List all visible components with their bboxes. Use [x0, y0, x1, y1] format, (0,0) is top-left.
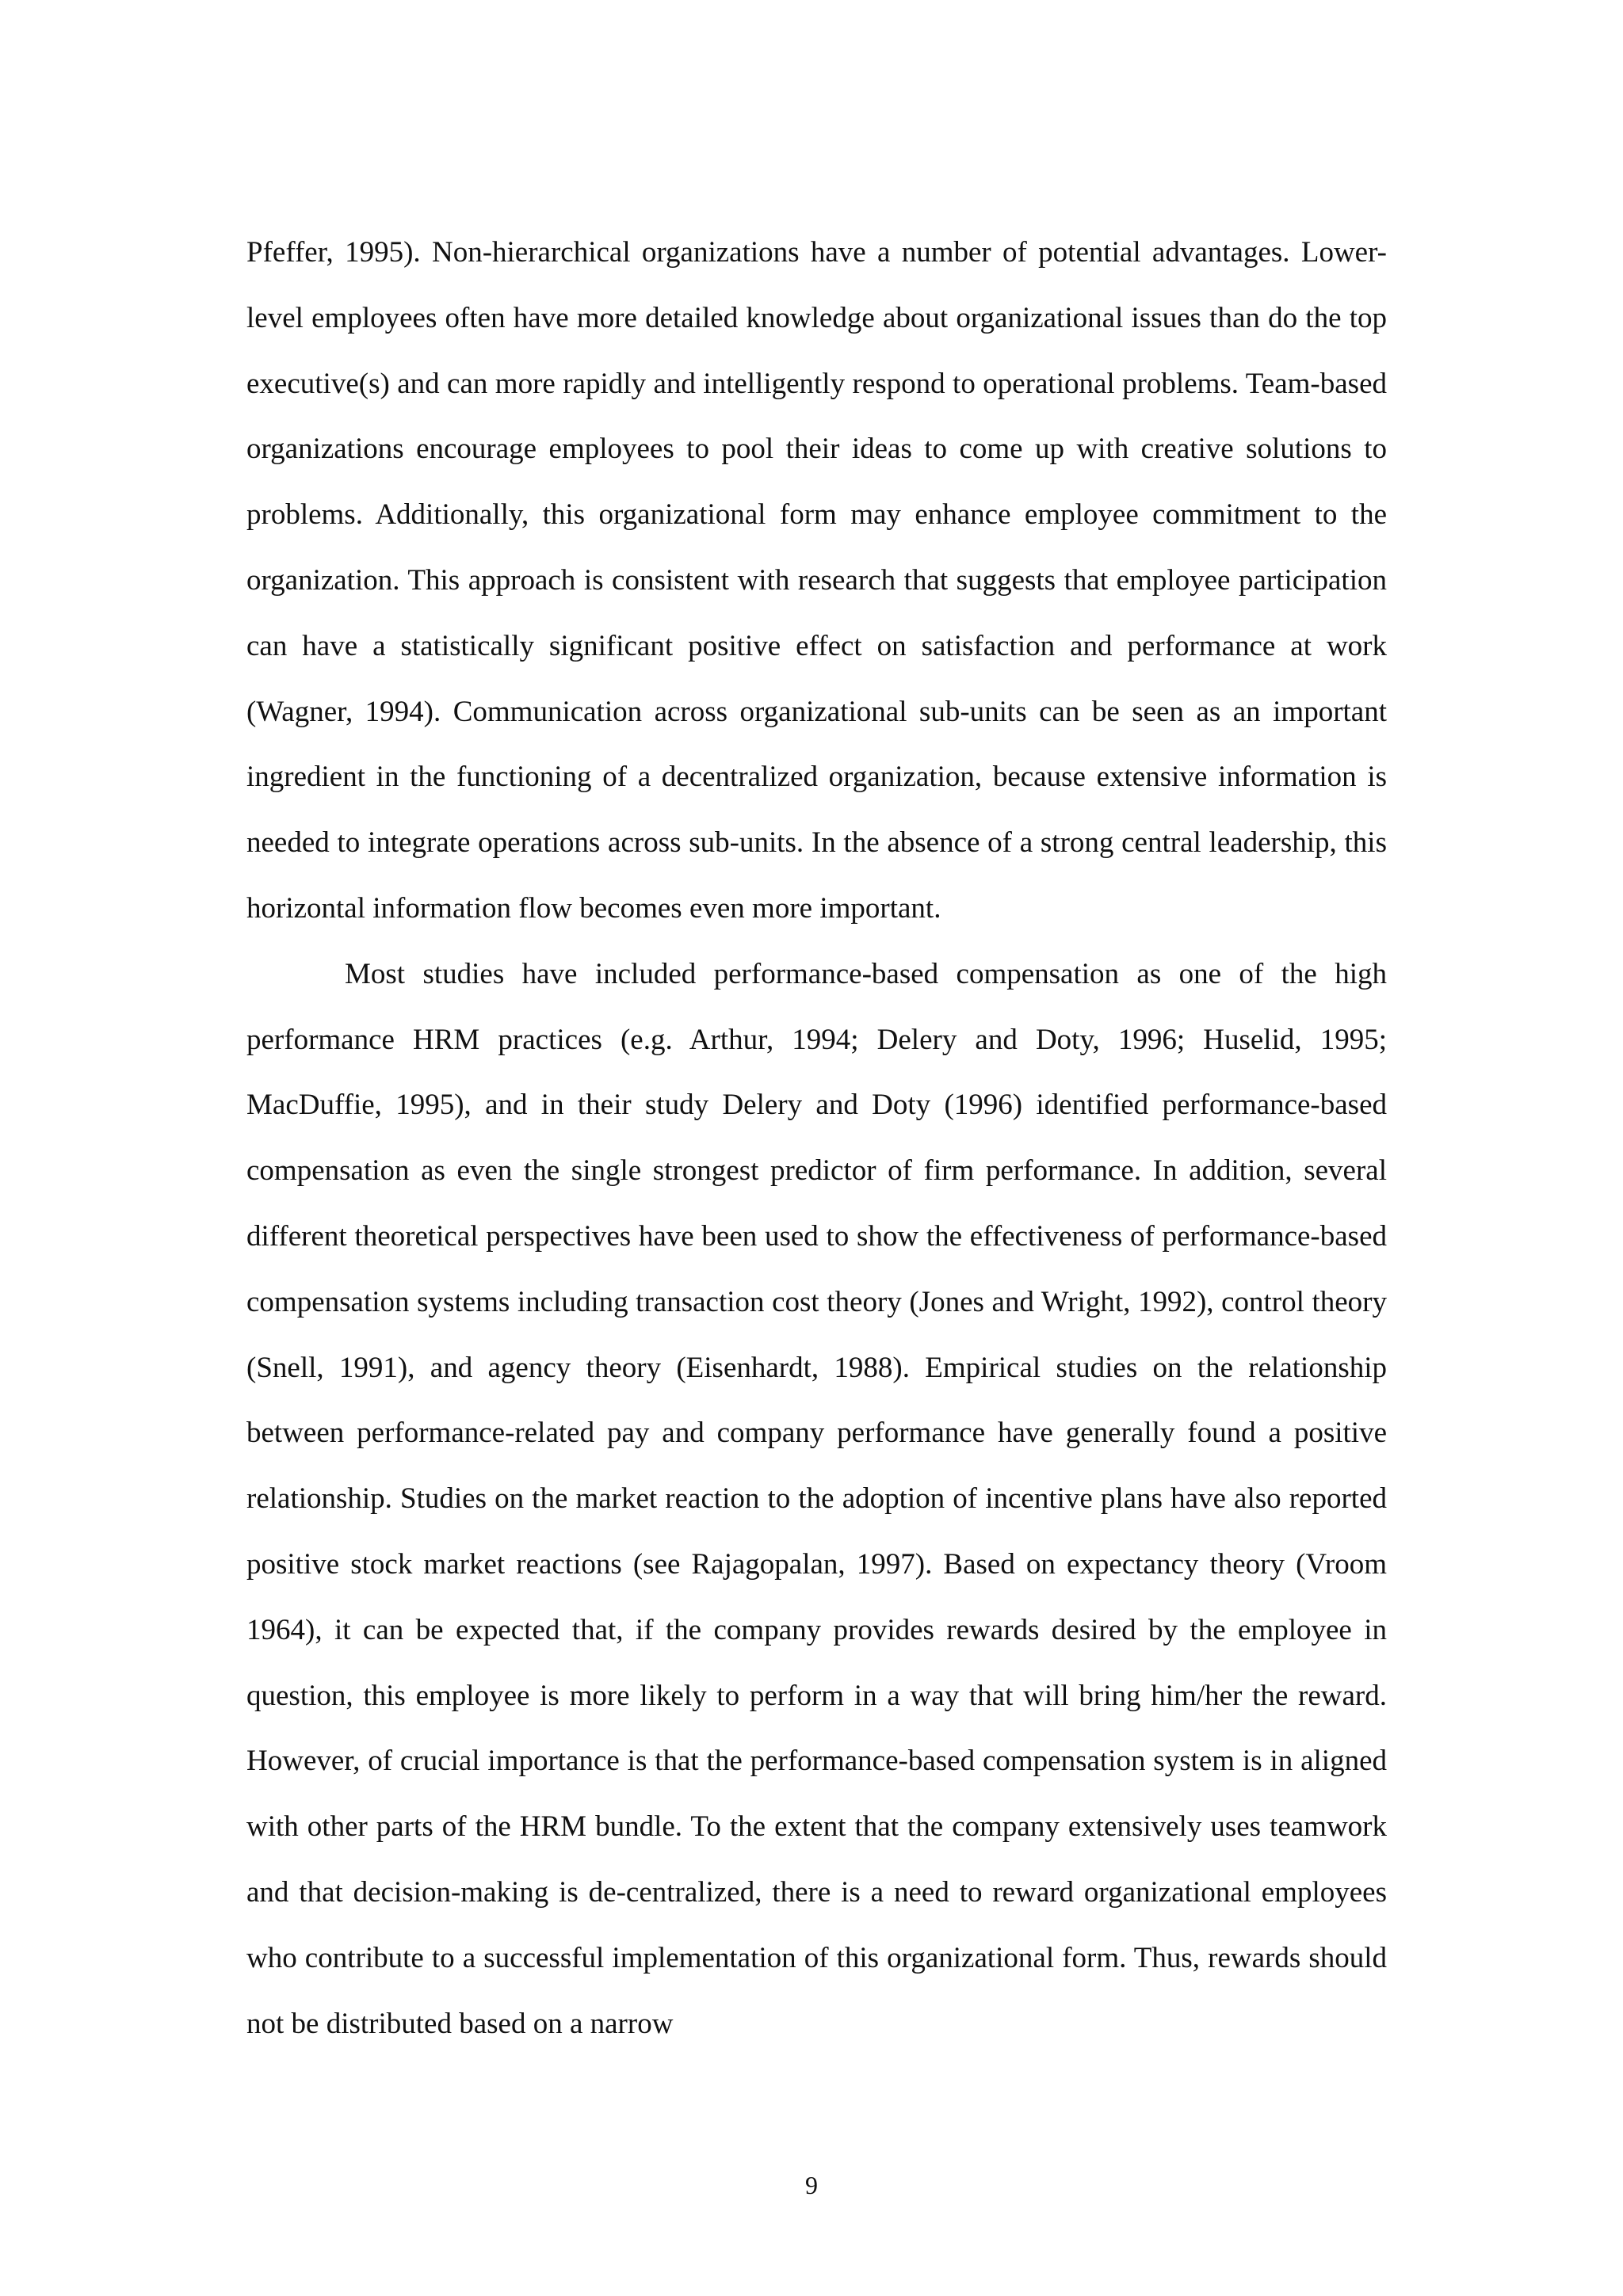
paragraph-1: Pfeffer, 1995). Non-hierarchical organizations have a number of potential advantages. Lower-level employees often have more detailed knowledge about organizational issues than do the top executive(s) and can more rapidly and intelligently respond to operational problems. Team-based organizations encourage employees to pool their ideas to come up with creative solutions to problems. Additionally, this organizational form may enhance employee commitment to the organization. This approach is consistent with research that suggests that employee participation can have a statistically significant positive effect on satisfaction and performance at work (Wagner, 1994). Communication across organizational sub-units can be seen as an important ingredient in the functioning of a decentralized organization, because extensive information is needed to integrate operations across sub-units. In the absence of a strong central leadership, this horizontal information flow becomes even more important.: [246, 236, 1387, 925]
paragraph-2: Most studies have included performance-based compensation as one of the high performance HRM practices (e.g. Arthur, 1994; Delery and Doty, 1996; Huselid, 1995; MacDuffie, 1995), and in their study Delery and Doty (1996) identified performance-based compensation as even the single strongest predictor of firm performance. In addition, several different theoretical perspectives have been used to show the effectiveness of performance-based compensation systems including transaction cost theory (Jones and Wright, 1992), control theory (Snell, 1991), and agency theory (Eisenhardt, 1988). Empirical studies on the relationship between performance-related pay and company performance have generally found a positive relationship. Studies on the market reaction to the adoption of incentive plans have also reported positive stock market reactions (see Rajagopalan, 1997). Based on expectancy theory (Vroom 1964), it can be expected that, if the company provides rewards desired by the employee in question, this employee is more likely to perform in a way that will bring him/her the reward. However, of crucial importance is that the performance-based compensation system is in aligned with other parts of the HRM bundle. To the extent that the company extensively uses teamwork and that decision-making is de-centralized, there is a need to reward organizational employees who contribute to a successful implementation of this organizational form. Thus, rewards should not be distributed based on a narrow: [246, 957, 1387, 2040]
page-number: 9: [805, 2171, 818, 2199]
body-text: [246, 220, 1387, 2057]
